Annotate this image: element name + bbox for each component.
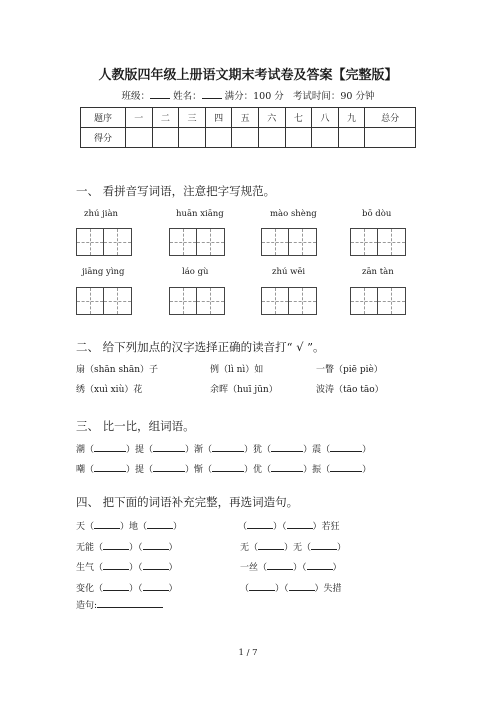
score-header-cell: 三: [179, 108, 206, 128]
pinyin-label: mào shèng: [270, 209, 317, 219]
compare-char: 嘲（: [76, 465, 95, 475]
reading-option[interactable]: 一瞥（piē piè）: [316, 365, 383, 375]
answer-blank[interactable]: [94, 443, 126, 452]
idiom-item: 一丝（ ）（ ）: [240, 563, 342, 573]
sentence-label: 造句:: [76, 601, 98, 611]
score-header-cell: 五: [232, 108, 259, 128]
idiom-item: （ ）（ ）若狂: [238, 522, 340, 532]
pinyin-label: zhú jiàn: [84, 209, 119, 219]
answer-blank[interactable]: [143, 582, 169, 591]
page-number: 1 / 7: [238, 648, 258, 658]
writing-grid[interactable]: [350, 228, 406, 256]
exam-info: [0, 88, 496, 102]
name-blank: [202, 89, 222, 99]
score-header-cell: 四: [205, 108, 232, 128]
answer-blank[interactable]: [330, 443, 362, 452]
answer-blank[interactable]: [153, 463, 185, 472]
compare-char: ）提（: [126, 465, 154, 475]
score-cell[interactable]: [126, 128, 153, 148]
compare-char: ）提（: [126, 445, 154, 455]
answer-blank[interactable]: [249, 582, 275, 591]
score-header-cell: 六: [258, 108, 285, 128]
section1-title: 一、 看拼音写词语，注意把字写规范。: [76, 184, 276, 198]
idiom-item: 无（ ）无（ ）: [240, 543, 347, 553]
compare-char: ）犹（: [244, 445, 272, 455]
score-cell[interactable]: [232, 128, 259, 148]
score-header-cell: 七: [285, 108, 312, 128]
writing-grid[interactable]: [261, 228, 317, 256]
score-header-cell: 一: [126, 108, 153, 128]
answer-blank[interactable]: [307, 561, 333, 570]
writing-grid[interactable]: [261, 287, 317, 315]
answer-blank[interactable]: [103, 541, 129, 550]
answer-blank[interactable]: [267, 561, 293, 570]
writing-grid[interactable]: [169, 287, 225, 315]
answer-blank[interactable]: [94, 463, 126, 472]
score-header-cell: 八: [312, 108, 339, 128]
score-table-score-row: [81, 128, 416, 148]
compare-char: 潮（: [76, 445, 95, 455]
reading-option[interactable]: 绣（xuì xiù）花: [76, 385, 143, 395]
answer-blank[interactable]: [103, 582, 129, 591]
answer-blank[interactable]: [212, 443, 244, 452]
reading-option[interactable]: 余晖（huī jūn）: [210, 385, 278, 395]
score-cell[interactable]: [205, 128, 232, 148]
score-table-header-row: [81, 108, 416, 128]
idiom-item: 无能（ ）（ ）: [76, 543, 178, 553]
page-title: 人教版四年级上册语文期末考试卷及答案【完整版】: [98, 68, 398, 83]
score-cell[interactable]: [258, 128, 285, 148]
answer-blank[interactable]: [271, 463, 303, 472]
compare-char: ）震（: [303, 445, 331, 455]
score-cell[interactable]: [285, 128, 312, 148]
sentence-line: [76, 598, 163, 611]
section3-title: 三、 比一比，组词语。: [76, 419, 195, 433]
exam-time: 考试时间：90 分钟: [292, 91, 375, 102]
section2-title: 二、 给下列加点的汉字选择正确的读音打“ √ ”。: [76, 340, 325, 354]
sentence-blank[interactable]: [97, 599, 163, 608]
pinyin-label: jiāng yìng: [82, 267, 125, 277]
answer-blank[interactable]: [153, 443, 185, 452]
reading-option[interactable]: 波涛（tāo tāo）: [316, 385, 384, 395]
idiom-item: 生气（ ）（ ）: [76, 563, 178, 573]
answer-blank[interactable]: [103, 561, 129, 570]
score-row-label: 得分: [81, 128, 126, 148]
reading-option[interactable]: 扇（shān shān）子: [76, 365, 159, 375]
answer-blank[interactable]: [212, 463, 244, 472]
compare-char: ）振（: [303, 465, 331, 475]
writing-grid[interactable]: [76, 228, 132, 256]
compare-char: ）: [362, 445, 372, 455]
answer-blank[interactable]: [147, 520, 173, 529]
answer-blank[interactable]: [330, 463, 362, 472]
pinyin-label: bō dòu: [362, 209, 392, 219]
idiom-item: 天（ ）地（ ）: [76, 522, 183, 532]
idiom-item: 变化（ ）（ ）: [76, 584, 178, 594]
class-blank: [150, 89, 170, 99]
writing-grid[interactable]: [350, 287, 406, 315]
score-cell[interactable]: [152, 128, 179, 148]
score-header-cell: 二: [152, 108, 179, 128]
score-table: [80, 107, 416, 148]
writing-grid[interactable]: [169, 228, 225, 256]
pinyin-label: huān xiāng: [176, 209, 224, 219]
pinyin-label: láo gù: [182, 267, 209, 277]
score-header-cell: 题序: [81, 108, 126, 128]
answer-blank[interactable]: [143, 561, 169, 570]
reading-option[interactable]: 例（lì nì）如: [210, 365, 264, 375]
section4-title: 四、 把下面的词语补充完整，再选词造句。: [76, 495, 299, 509]
answer-blank[interactable]: [311, 541, 337, 550]
score-header-cell: 九: [338, 108, 365, 128]
pinyin-label: zhú wēi: [272, 267, 306, 277]
answer-blank[interactable]: [289, 582, 315, 591]
answer-blank[interactable]: [258, 541, 284, 550]
writing-grid[interactable]: [76, 287, 132, 315]
answer-blank[interactable]: [247, 520, 273, 529]
answer-blank[interactable]: [287, 520, 313, 529]
pinyin-label: zān tàn: [362, 267, 394, 277]
score-cell[interactable]: [312, 128, 339, 148]
full-score: 满分：100 分: [224, 91, 284, 102]
compare-row: [76, 462, 371, 475]
idiom-item: （ ）（ ）失措: [240, 584, 342, 594]
name-label: 姓名：: [173, 91, 202, 102]
score-header-cell: 总分: [365, 108, 416, 128]
answer-blank[interactable]: [271, 443, 303, 452]
score-cell[interactable]: [179, 128, 206, 148]
class-label: 班级：: [121, 91, 151, 102]
score-cell[interactable]: [365, 128, 416, 148]
compare-char: ）渐（: [185, 445, 213, 455]
compare-char: ）惭（: [185, 465, 213, 475]
compare-char: ）: [362, 465, 372, 475]
score-cell[interactable]: [338, 128, 365, 148]
compare-char: ）优（: [244, 465, 272, 475]
compare-row: [76, 442, 371, 455]
answer-blank[interactable]: [143, 541, 169, 550]
answer-blank[interactable]: [94, 520, 120, 529]
